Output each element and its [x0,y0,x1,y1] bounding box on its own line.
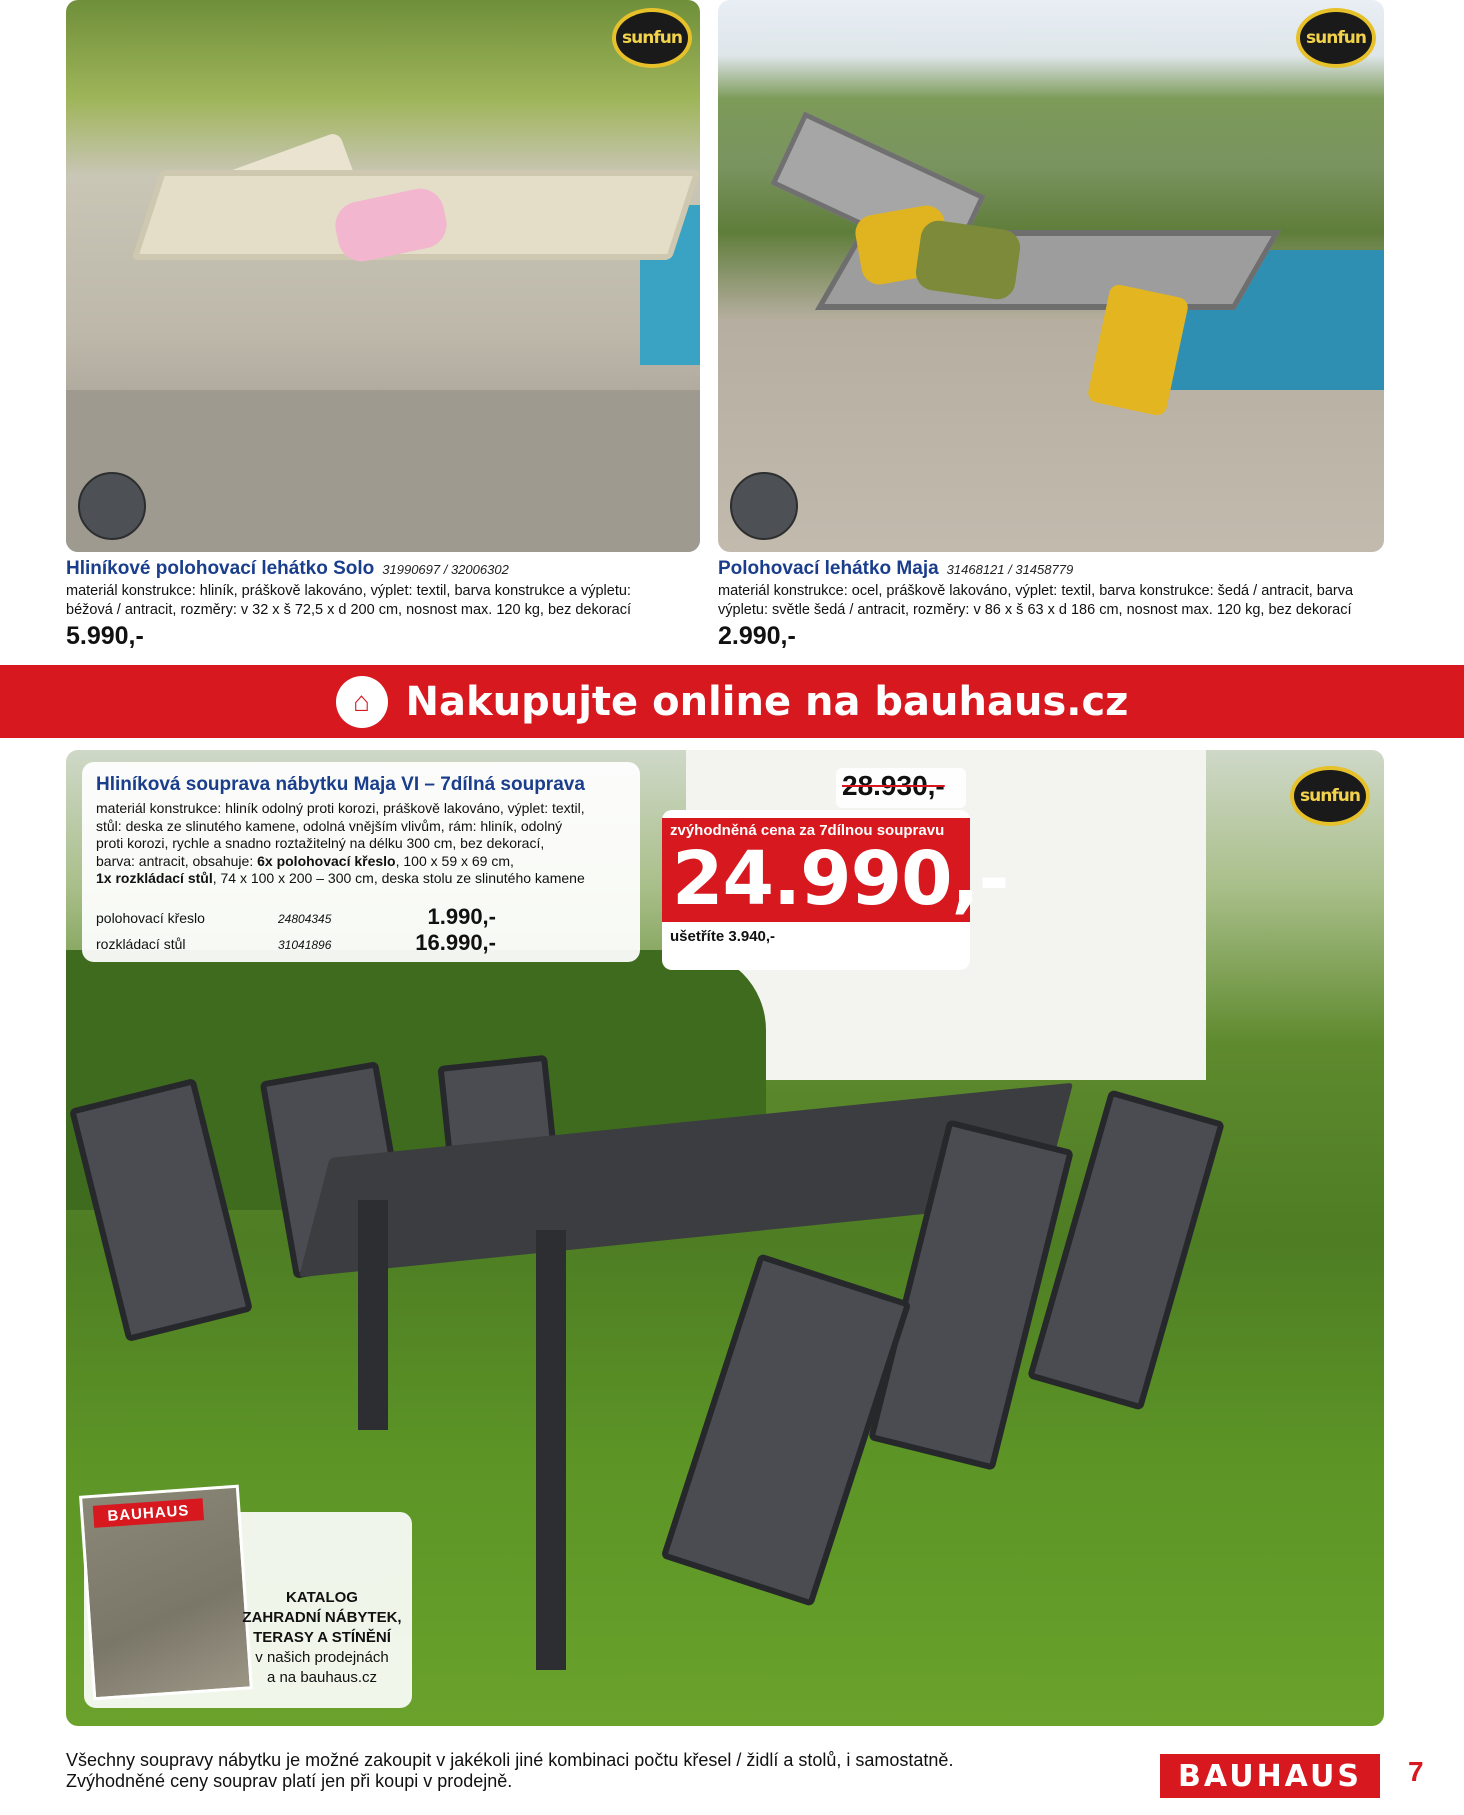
product-codes: 31990697 / 32006302 [382,562,509,577]
product-price-maja: 2.990,- [718,622,796,650]
sunfun-logo: sunfun [1290,766,1370,826]
sunfun-logo: sunfun [612,8,692,68]
set-title[interactable]: Hliníková souprava nábytku Maja VI – 7dílná souprava [96,774,585,795]
old-price: 28.930,- [842,770,945,801]
catalog-text: KATALOG ZAHRADNÍ NÁBYTEK, TERASY A STÍNĚNÍ v našich prodejnách a na bauhaus.cz [242,1589,402,1686]
online-shop-banner[interactable] [0,665,1464,738]
pillow-green [914,218,1023,301]
color-swatch-antracit[interactable] [78,472,146,540]
deck [66,390,700,552]
product-photo-maja [718,0,1384,552]
product-price-solo: 5.990,- [66,622,144,650]
product-codes: 31468121 / 31458779 [946,562,1074,577]
catalog-cover[interactable] [79,1485,253,1701]
set-description: materiál konstrukce: hliník odolný proti korozi, práškově lakováno, výplet: textil, stůl: deska ze slinutého kamene, odolná vnějším vlivům, rám: hliník, odolný proti korozi, rychle a snadno roztažitelný na délku 300 cm, bez dekorací, barva: antracit, obsahuje: 6x polohovací křeslo, 100 x 59 x 69 cm, 1x rozkládací stůl, 74 x 100 x 200 – 300 cm, deska stolu ze slinutého kamene [96,800,585,886]
product-description-solo: materiál konstrukce: hliník, práškově lakováno, výplet: textil, barva konstrukce a výpletu: béžová / antracit, rozměry: v 32 x š 72,5 x d 200 cm, nosnost max. 120 kg, bez dekorací [66,583,631,618]
product-title-maja[interactable]: Polohovací lehátko Maja 31468121 / 31458779 [718,558,1074,579]
bauhaus-logo: BAUHAUS [93,1498,204,1528]
shopping-cart-icon: ⌂ [336,676,388,728]
product-title-solo[interactable]: Hliníkové polohovací lehátko Solo 31990697 / 32006302 [66,558,509,579]
savings: ušetříte 3.940,- [670,928,776,945]
set-info-box: Hliníková souprava nábytku Maja VI – 7dílná souprava materiál konstrukce: hliník odolný proti korozi, práškově lakováno, výplet: textil, stůl: deska ze slinutého kamene, odolná vnějším vlivům, rám: hliník, odolný proti korozi, rychle a snadno roztažitelný na délku 300 cm, bez dekorací, barva: antracit, obsahuje: 6x polohovací křeslo, 100 x 59 x 69 cm, 1x rozkládací stůl, 74 x 100 x 200 – 300 cm, deska stolu ze slinutého kamene polohovací křeslo 24804345 1.990,- rozkládací stůl 31041896 16.990,- [82,762,640,962]
deal-price: 24.990,- [672,836,1009,922]
sunfun-logo: sunfun [1296,8,1376,68]
color-swatch-antracit[interactable] [730,472,798,540]
page-number: 7 [1408,1756,1424,1787]
product-description-maja: materiál konstrukce: ocel, práškově lakováno, výplet: textil, barva konstrukce: šedá / antracit, barva výpletu: světle šedá / antracit, rozměry: v 86 x š 63 x d 186 cm, nosnost max. 120 kg, bez dekorací [718,583,1354,618]
table-leg [536,1230,566,1670]
product-photo-solo [66,0,700,552]
deal-label: zvýhodněná cena za 7dílnou soupravu [670,822,945,839]
banner-text: Nakupujte online na bauhaus.cz [405,678,1129,725]
bauhaus-logo[interactable]: BAUHAUS [1160,1754,1380,1798]
footer-note: Všechny soupravy nábytku je možné zakoupit v jakékoli jiné kombinaci počtu křesel / židlí a stolů, i samostatně. Zvýhodněné ceny souprav platí jen při koupi v prodejně. [66,1750,954,1791]
table-leg [358,1200,388,1430]
